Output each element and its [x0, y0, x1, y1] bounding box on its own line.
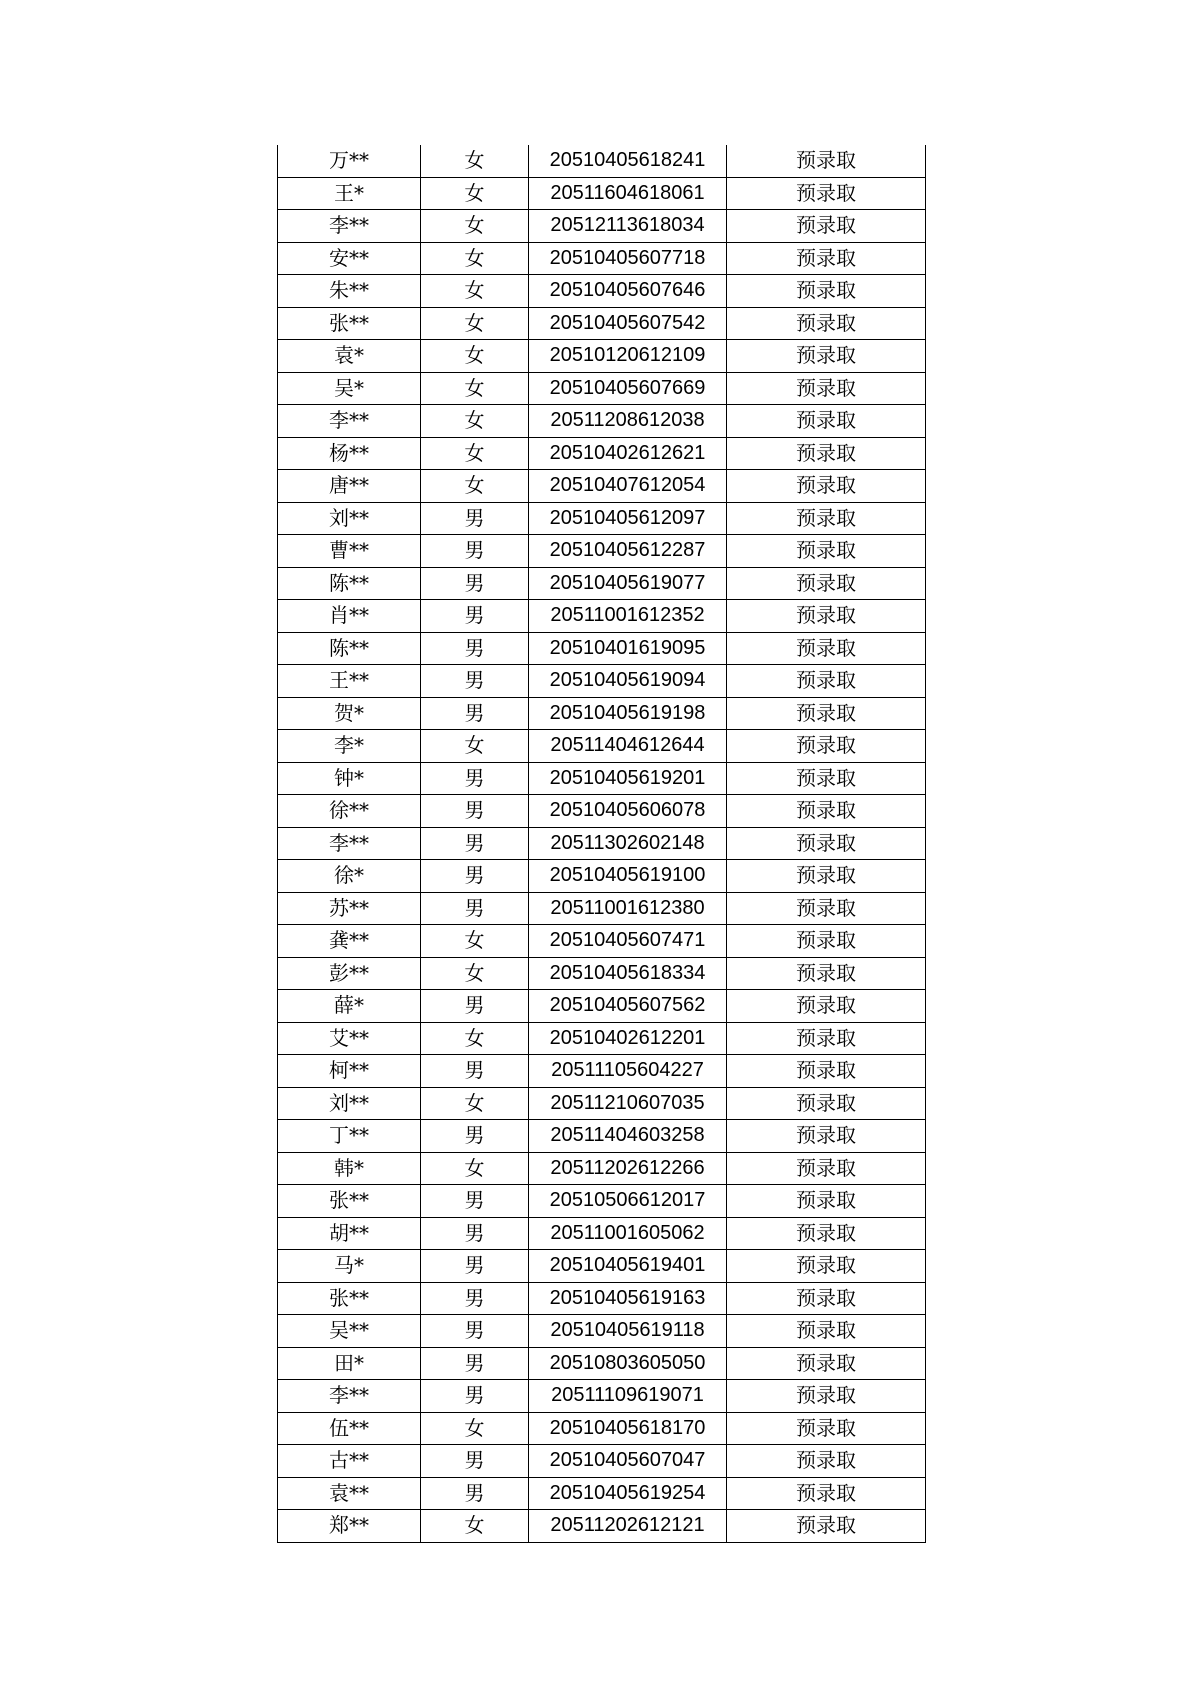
exam-number: 20511202612266	[529, 1152, 727, 1185]
student-name: 李**	[278, 827, 421, 860]
exam-number: 20511604618061	[529, 177, 727, 210]
student-name: 丁**	[278, 1120, 421, 1153]
student-name: 陈**	[278, 567, 421, 600]
table-row	[278, 535, 926, 568]
student-gender: 男	[421, 567, 529, 600]
student-name: 万**	[278, 145, 421, 177]
admission-table-body	[278, 145, 926, 1542]
student-name: 龚**	[278, 925, 421, 958]
admission-status: 预录取	[727, 697, 926, 730]
exam-number: 20510405606078	[529, 795, 727, 828]
student-gender: 男	[421, 697, 529, 730]
table-row	[278, 1282, 926, 1315]
table-row	[278, 665, 926, 698]
exam-number: 20510402612621	[529, 437, 727, 470]
student-name: 张**	[278, 307, 421, 340]
admission-status: 预录取	[727, 860, 926, 893]
admission-status: 预录取	[727, 470, 926, 503]
student-gender: 女	[421, 1152, 529, 1185]
admission-status: 预录取	[727, 762, 926, 795]
table-row	[278, 1185, 926, 1218]
student-gender: 女	[421, 925, 529, 958]
exam-number: 20511001612380	[529, 892, 727, 925]
exam-number: 20511001605062	[529, 1217, 727, 1250]
student-gender: 女	[421, 275, 529, 308]
admission-status: 预录取	[727, 957, 926, 990]
admission-status: 预录取	[727, 1250, 926, 1283]
exam-number: 20510405619118	[529, 1315, 727, 1348]
student-name: 李**	[278, 405, 421, 438]
admission-status: 预录取	[727, 1185, 926, 1218]
admission-status: 预录取	[727, 1152, 926, 1185]
student-gender: 女	[421, 730, 529, 763]
student-gender: 男	[421, 665, 529, 698]
admission-status: 预录取	[727, 1087, 926, 1120]
student-gender: 女	[421, 177, 529, 210]
student-name: 伍**	[278, 1412, 421, 1445]
student-gender: 男	[421, 1315, 529, 1348]
admission-status: 预录取	[727, 405, 926, 438]
admission-status: 预录取	[727, 1445, 926, 1478]
admission-status: 预录取	[727, 340, 926, 373]
admission-status: 预录取	[727, 567, 926, 600]
admission-status: 预录取	[727, 730, 926, 763]
exam-number: 20511105604227	[529, 1055, 727, 1088]
student-gender: 男	[421, 795, 529, 828]
exam-number: 20512113618034	[529, 210, 727, 243]
student-name: 陈**	[278, 632, 421, 665]
admission-status: 预录取	[727, 502, 926, 535]
table-row	[278, 990, 926, 1023]
student-gender: 男	[421, 1217, 529, 1250]
table-row	[278, 567, 926, 600]
table-row	[278, 1250, 926, 1283]
admission-status: 预录取	[727, 535, 926, 568]
admission-status: 预录取	[727, 1022, 926, 1055]
student-name: 吴*	[278, 372, 421, 405]
admission-status: 预录取	[727, 177, 926, 210]
student-name: 徐**	[278, 795, 421, 828]
student-gender: 女	[421, 210, 529, 243]
student-gender: 男	[421, 502, 529, 535]
table-row	[278, 177, 926, 210]
student-name: 李**	[278, 210, 421, 243]
table-row	[278, 1217, 926, 1250]
student-gender: 女	[421, 1087, 529, 1120]
table-row	[278, 1477, 926, 1510]
student-name: 韩*	[278, 1152, 421, 1185]
table-row	[278, 957, 926, 990]
student-name: 吴**	[278, 1315, 421, 1348]
table-row	[278, 1022, 926, 1055]
table-row	[278, 372, 926, 405]
admission-status: 预录取	[727, 1120, 926, 1153]
table-row	[278, 307, 926, 340]
admission-status: 预录取	[727, 600, 926, 633]
table-row	[278, 470, 926, 503]
student-name: 马*	[278, 1250, 421, 1283]
exam-number: 20510405619094	[529, 665, 727, 698]
student-gender: 男	[421, 892, 529, 925]
student-name: 袁**	[278, 1477, 421, 1510]
student-gender: 女	[421, 307, 529, 340]
student-name: 唐**	[278, 470, 421, 503]
exam-number: 20511208612038	[529, 405, 727, 438]
exam-number: 20510405618241	[529, 145, 727, 177]
table-row	[278, 1347, 926, 1380]
student-gender: 男	[421, 1380, 529, 1413]
table-row	[278, 242, 926, 275]
student-name: 刘**	[278, 502, 421, 535]
student-gender: 女	[421, 470, 529, 503]
admission-status: 预录取	[727, 372, 926, 405]
student-gender: 女	[421, 405, 529, 438]
exam-number: 20510405612287	[529, 535, 727, 568]
exam-number: 20511302602148	[529, 827, 727, 860]
exam-number: 20510405619163	[529, 1282, 727, 1315]
exam-number: 20510405619198	[529, 697, 727, 730]
table-row	[278, 762, 926, 795]
exam-number: 20511404603258	[529, 1120, 727, 1153]
student-name: 胡**	[278, 1217, 421, 1250]
exam-number: 20510405619201	[529, 762, 727, 795]
student-gender: 男	[421, 632, 529, 665]
exam-number: 20510407612054	[529, 470, 727, 503]
student-name: 柯**	[278, 1055, 421, 1088]
table-row	[278, 1120, 926, 1153]
exam-number: 20510405607669	[529, 372, 727, 405]
student-gender: 男	[421, 600, 529, 633]
admission-status: 预录取	[727, 1315, 926, 1348]
exam-number: 20510120612109	[529, 340, 727, 373]
student-name: 曹**	[278, 535, 421, 568]
exam-number: 20510405607471	[529, 925, 727, 958]
exam-number: 20510405607562	[529, 990, 727, 1023]
student-gender: 女	[421, 1412, 529, 1445]
admission-status: 预录取	[727, 892, 926, 925]
admission-status: 预录取	[727, 795, 926, 828]
student-gender: 男	[421, 990, 529, 1023]
admission-status: 预录取	[727, 1380, 926, 1413]
exam-number: 20510803605050	[529, 1347, 727, 1380]
table-row	[278, 1380, 926, 1413]
admission-status: 预录取	[727, 145, 926, 177]
student-gender: 女	[421, 242, 529, 275]
student-name: 田*	[278, 1347, 421, 1380]
student-name: 刘**	[278, 1087, 421, 1120]
student-gender: 女	[421, 145, 529, 177]
student-name: 彭**	[278, 957, 421, 990]
table-row	[278, 697, 926, 730]
admission-status: 预录取	[727, 1477, 926, 1510]
student-gender: 男	[421, 860, 529, 893]
admission-status: 预录取	[727, 210, 926, 243]
admission-table	[277, 145, 926, 1543]
table-row	[278, 210, 926, 243]
student-gender: 女	[421, 340, 529, 373]
admission-status: 预录取	[727, 1412, 926, 1445]
student-gender: 女	[421, 372, 529, 405]
admission-status: 预录取	[727, 275, 926, 308]
student-name: 杨**	[278, 437, 421, 470]
table-row	[278, 1510, 926, 1543]
exam-number: 20511109619071	[529, 1380, 727, 1413]
exam-number: 20510405619254	[529, 1477, 727, 1510]
exam-number: 20510402612201	[529, 1022, 727, 1055]
table-row	[278, 860, 926, 893]
exam-number: 20510506612017	[529, 1185, 727, 1218]
table-row	[278, 1087, 926, 1120]
admission-status: 预录取	[727, 665, 926, 698]
exam-number: 20510405619100	[529, 860, 727, 893]
table-row	[278, 600, 926, 633]
student-name: 张**	[278, 1185, 421, 1218]
student-name: 袁*	[278, 340, 421, 373]
table-row	[278, 502, 926, 535]
student-name: 艾**	[278, 1022, 421, 1055]
table-row	[278, 892, 926, 925]
admission-status: 预录取	[727, 925, 926, 958]
table-row	[278, 795, 926, 828]
table-row	[278, 340, 926, 373]
student-name: 贺*	[278, 697, 421, 730]
student-name: 朱**	[278, 275, 421, 308]
table-row	[278, 1445, 926, 1478]
student-name: 李**	[278, 1380, 421, 1413]
student-name: 钟*	[278, 762, 421, 795]
exam-number: 20511202612121	[529, 1510, 727, 1543]
table-row	[278, 1412, 926, 1445]
student-gender: 男	[421, 1477, 529, 1510]
table-row	[278, 632, 926, 665]
admission-status: 预录取	[727, 1055, 926, 1088]
exam-number: 20511001612352	[529, 600, 727, 633]
table-row	[278, 437, 926, 470]
admission-status: 预录取	[727, 242, 926, 275]
exam-number: 20510401619095	[529, 632, 727, 665]
table-row	[278, 275, 926, 308]
exam-number: 20510405607047	[529, 1445, 727, 1478]
admission-status: 预录取	[727, 1217, 926, 1250]
admission-status: 预录取	[727, 827, 926, 860]
admission-status: 预录取	[727, 307, 926, 340]
admission-status: 预录取	[727, 437, 926, 470]
student-gender: 男	[421, 1250, 529, 1283]
student-gender: 男	[421, 1445, 529, 1478]
student-name: 肖**	[278, 600, 421, 633]
student-gender: 女	[421, 1022, 529, 1055]
student-gender: 女	[421, 1510, 529, 1543]
admission-status: 预录取	[727, 990, 926, 1023]
student-name: 徐*	[278, 860, 421, 893]
exam-number: 20511210607035	[529, 1087, 727, 1120]
student-gender: 男	[421, 535, 529, 568]
admission-status: 预录取	[727, 1347, 926, 1380]
student-gender: 男	[421, 762, 529, 795]
exam-number: 20510405607646	[529, 275, 727, 308]
student-name: 王*	[278, 177, 421, 210]
student-gender: 男	[421, 1120, 529, 1153]
student-name: 古**	[278, 1445, 421, 1478]
student-gender: 女	[421, 957, 529, 990]
admission-status: 预录取	[727, 632, 926, 665]
table-row	[278, 827, 926, 860]
table-row	[278, 1315, 926, 1348]
student-gender: 男	[421, 1055, 529, 1088]
exam-number: 20510405612097	[529, 502, 727, 535]
student-name: 李*	[278, 730, 421, 763]
exam-number: 20510405607718	[529, 242, 727, 275]
table-row	[278, 405, 926, 438]
student-gender: 男	[421, 1185, 529, 1218]
student-gender: 男	[421, 1347, 529, 1380]
exam-number: 20510405607542	[529, 307, 727, 340]
exam-number: 20510405619077	[529, 567, 727, 600]
exam-number: 20510405618334	[529, 957, 727, 990]
table-row	[278, 1152, 926, 1185]
student-name: 王**	[278, 665, 421, 698]
admission-status: 预录取	[727, 1510, 926, 1543]
student-name: 张**	[278, 1282, 421, 1315]
admission-status: 预录取	[727, 1282, 926, 1315]
student-gender: 女	[421, 437, 529, 470]
student-name: 安**	[278, 242, 421, 275]
student-gender: 男	[421, 1282, 529, 1315]
table-row	[278, 730, 926, 763]
student-name: 郑**	[278, 1510, 421, 1543]
table-row	[278, 1055, 926, 1088]
exam-number: 20510405619401	[529, 1250, 727, 1283]
student-gender: 男	[421, 827, 529, 860]
table-row	[278, 145, 926, 177]
student-name: 薛*	[278, 990, 421, 1023]
exam-number: 20511404612644	[529, 730, 727, 763]
table-row	[278, 925, 926, 958]
exam-number: 20510405618170	[529, 1412, 727, 1445]
student-name: 苏**	[278, 892, 421, 925]
